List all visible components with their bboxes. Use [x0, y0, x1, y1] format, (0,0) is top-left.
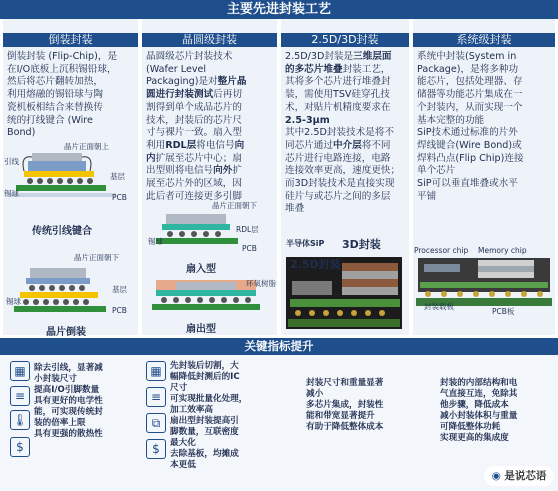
label-25d: 2.5D封装	[290, 258, 341, 271]
description-segment: 内	[146, 152, 156, 164]
description-segment: 向	[234, 139, 245, 151]
label-rdl: RDL层	[236, 225, 259, 234]
description-line	[285, 51, 407, 64]
description-segment: 平铺	[417, 190, 437, 202]
description-line	[417, 115, 553, 128]
description-segment: 此后者可连接更多引脚	[146, 190, 242, 202]
description-line	[7, 76, 136, 89]
label-processor: Processor chip	[414, 246, 469, 255]
description-segment: 堆叠	[285, 203, 305, 215]
description-line	[285, 165, 407, 178]
footer-line: 能和带宽显著提升	[306, 411, 375, 421]
footer-line: 本更低	[170, 460, 196, 470]
description-segment: 装，需使用TSV硅穿孔技	[285, 89, 390, 101]
description-line	[146, 178, 275, 191]
description-segment: 后再切	[213, 89, 242, 101]
description-segment: 在I/O底板上沉积锡铅球，	[7, 63, 117, 75]
layers-icon: ≡	[10, 386, 30, 406]
description-line	[7, 102, 136, 115]
label-pcb-2: PCB	[112, 306, 127, 315]
description-segment: 整片晶	[217, 76, 247, 88]
description-segment: 圆进行封装测试	[146, 89, 214, 101]
footer-line: 小封装尺寸	[34, 374, 77, 384]
footer-line: 实现更高的集成度	[440, 433, 509, 443]
description-segment: 的多芯片堆叠	[285, 63, 343, 75]
description-line	[285, 102, 407, 115]
footer-line: 能，可实现传统封	[34, 407, 103, 417]
label-molding: 环氧树脂	[246, 279, 276, 288]
label-substrate: 基层	[110, 172, 125, 181]
footer-line: 扇出型封装提高引	[170, 416, 239, 426]
label-pcb: PCB	[112, 193, 127, 202]
description-segment: 割得到单个成品芯片的	[146, 101, 242, 113]
badge-text: 是说芯语	[504, 470, 547, 482]
description-line	[146, 76, 275, 89]
description-segment: 术，对贴片机精度要求在	[285, 101, 391, 113]
label-top-down: 晶片正面朝下	[74, 253, 119, 262]
description-segment: 连接效率更高，速度更快；	[285, 165, 401, 177]
description-line	[285, 140, 407, 153]
label-solder: 锡球	[4, 189, 19, 198]
description-segment: Bond)	[7, 127, 36, 139]
label-memory: Memory chip	[478, 246, 527, 255]
description-line	[146, 153, 275, 166]
footer-line: 减小	[306, 389, 324, 399]
label-wafer-solder: 锡球	[148, 237, 163, 246]
description-line	[146, 115, 275, 128]
dollar-icon: $	[10, 437, 30, 457]
description-line	[146, 165, 275, 178]
column-header: 2.5D/3D封装	[281, 33, 409, 47]
description-line	[417, 191, 553, 204]
page-title: 主要先进封装工艺	[0, 0, 558, 19]
description-line	[285, 64, 407, 77]
description-segment: 焊线键合(Wire Bond)或	[417, 139, 522, 151]
label-top-up: 晶片正面朝上	[64, 142, 109, 151]
footer-title: 关键指标提升	[0, 338, 558, 355]
description-segment: 单个芯片	[417, 165, 456, 177]
footer-line: 最大化	[170, 438, 196, 448]
footer-col2	[170, 361, 247, 471]
footer-line: 可降低整体功耗	[440, 422, 501, 432]
description-segment: 2.5-3μm	[285, 114, 330, 126]
footer-line: 气直接互连，免除其	[440, 389, 518, 399]
footer-line: 可实现批量化处理，	[170, 394, 248, 404]
description-line	[285, 178, 407, 191]
description-segment: 系统中封装(System in	[417, 51, 517, 62]
description-segment: 利用熔融的锡铅球与陶	[7, 89, 103, 101]
caption-fanout: 扇出型	[186, 324, 216, 335]
description-segment: 能芯片，包括处理器、存	[417, 76, 523, 88]
description-segment: 出型则将电信号	[146, 165, 214, 177]
description-segment: 扩	[232, 165, 242, 177]
footer-line: 他步骤，降低成本	[440, 400, 509, 410]
caption-fanin: 扇入型	[186, 264, 216, 275]
description-line	[417, 64, 553, 77]
column-header: 晶圆级封装	[142, 33, 277, 47]
caption-wirebond: 传统引线键合	[32, 226, 92, 237]
footer-line: 脚数量，互联密度	[170, 427, 239, 437]
description-line	[146, 89, 275, 102]
description-segment: 储器等功能芯片集成在一	[417, 89, 523, 101]
description-segment: Package)，是将多种功	[417, 63, 519, 75]
source-badge	[484, 466, 554, 486]
description-line	[7, 89, 136, 102]
label-substrate-2: 基层	[112, 285, 127, 294]
footer-line: 去除基板，均摊成	[170, 449, 239, 459]
description-segment: 技术，封装后的芯片尺	[146, 114, 242, 126]
description-line	[7, 51, 136, 64]
description-line	[146, 51, 275, 64]
description-segment: 倒装封装 (Flip-Chip)，是	[7, 51, 118, 62]
description-segment: 焊料凸点(Flip Chip)连接	[417, 152, 524, 164]
label-solder-2: 锡球	[6, 297, 21, 306]
description-line	[7, 64, 136, 77]
footer-col3	[306, 378, 383, 433]
label-carrier: 封装载板	[424, 302, 454, 311]
dollar-icon: $	[146, 439, 166, 459]
label-wafer-pcb: PCB	[242, 244, 257, 253]
caption-flipchip: 晶片倒装	[46, 327, 86, 338]
footer-line: 尺寸	[170, 383, 188, 393]
label-pcb-board: PCB板	[492, 307, 515, 316]
description-segment: 展至芯片外的区域，因	[146, 178, 242, 190]
footer-line: 具有更好的电学性	[34, 396, 103, 406]
footer-line: 加工效率高	[170, 405, 213, 415]
description-segment: 晶圆级芯片封装技术	[146, 51, 233, 62]
description-segment: 硅片与或芯片之间的多层	[285, 190, 391, 202]
description-segment: 基本完整的功能	[417, 114, 485, 126]
description-line	[417, 51, 553, 64]
description-line	[285, 191, 407, 204]
description-segment: 寸与裸片一致。扇入型	[146, 127, 242, 139]
description-segment: 2.5D/3D封装是	[285, 51, 354, 62]
description-segment: 个封装内，从而实现一个	[417, 101, 523, 113]
description-segment: 而3D封装技术是直接实现	[285, 178, 395, 190]
description-line	[146, 102, 275, 115]
description-segment: 芯片进行电路连接，电路	[285, 152, 391, 164]
footer-line: 减小封装体积与重量	[440, 411, 518, 421]
footer-line: 提高I/O引脚数量	[34, 385, 100, 395]
label-3d: 3D封装	[342, 238, 381, 251]
footer-line: 封装的内部结构和电	[440, 378, 518, 388]
footer-line: 先封装后切割，大	[170, 361, 239, 371]
column-header: 倒装封装	[3, 33, 138, 47]
layers-icon: ≡	[146, 387, 166, 407]
description-line	[7, 115, 136, 128]
label-lead: 引线	[4, 157, 19, 166]
footer-line: 有助于降低整体成本	[306, 422, 384, 432]
description-segment: 将不同	[361, 139, 391, 151]
description-segment: 其中2.5D封装技术是将不	[285, 127, 394, 139]
description-segment: 然后将芯片翻转加热，	[7, 76, 103, 88]
column-description	[417, 51, 553, 203]
description-segment: 同芯片通过	[285, 139, 333, 151]
description-segment: SiP可以垂直堆叠或水平	[417, 178, 518, 190]
description-line	[146, 64, 275, 77]
thermometer-icon: 🌡	[10, 410, 30, 430]
label-wafer-down: 晶片正面朝下	[212, 201, 257, 210]
description-line	[285, 203, 407, 216]
description-segment: 封装工艺，	[342, 63, 391, 75]
description-segment: 向外	[213, 165, 233, 177]
column-description	[7, 51, 136, 140]
footer-line: 封装尺寸和重量显著	[306, 378, 384, 388]
description-segment: 统的打线键合 (Wire	[7, 114, 93, 126]
description-line	[285, 153, 407, 166]
footer-line: 幅降低封测后的IC	[170, 372, 240, 382]
description-line	[417, 140, 553, 153]
description-segment: 中介层	[332, 139, 362, 151]
description-segment: RDL层	[165, 139, 197, 151]
footer-col1	[34, 363, 103, 440]
chip-icon: ▦	[10, 361, 30, 381]
description-segment: 利用	[146, 139, 166, 151]
description-segment: 其将多个芯片进行堆叠封	[285, 76, 391, 88]
description-segment: 三维层面	[353, 51, 392, 62]
footer-line: 装的倍率上限	[34, 418, 86, 428]
description-line	[285, 115, 407, 128]
description-line	[285, 76, 407, 89]
description-segment: 瓷机板相结合来替换传	[7, 101, 103, 113]
description-segment: SiP技术通过标准的片外	[417, 127, 518, 139]
footer-line: 具有更强的散热性	[34, 429, 103, 439]
description-line	[417, 102, 553, 115]
description-line	[285, 127, 407, 140]
description-line	[7, 127, 136, 140]
description-line	[417, 89, 553, 102]
label-sip-semi: 半导体SiP	[286, 239, 325, 248]
footer-col4	[440, 378, 517, 444]
description-line	[146, 140, 275, 153]
column-description	[285, 51, 407, 216]
description-segment: 扩展至芯片中心；扇	[155, 152, 242, 164]
description-segment: Packaging)是对	[146, 76, 218, 88]
description-line	[417, 178, 553, 191]
column-header: 系统级封装	[413, 33, 555, 47]
description-line	[146, 127, 275, 140]
description-line	[285, 89, 407, 102]
description-segment: (Wafer Level	[146, 63, 207, 75]
column-description	[146, 51, 275, 203]
description-line	[417, 153, 553, 166]
badge-icon: ◉	[491, 470, 501, 482]
footer-line: 除去引线，显著减	[34, 363, 103, 373]
description-line	[417, 165, 553, 178]
description-line	[417, 127, 553, 140]
footer-line: 多芯片集成，封装性	[306, 400, 384, 410]
chip-icon: ▦	[146, 361, 166, 381]
description-line	[417, 76, 553, 89]
stack-icon: ⧉	[146, 413, 166, 433]
description-segment: 将电信号	[196, 139, 235, 151]
